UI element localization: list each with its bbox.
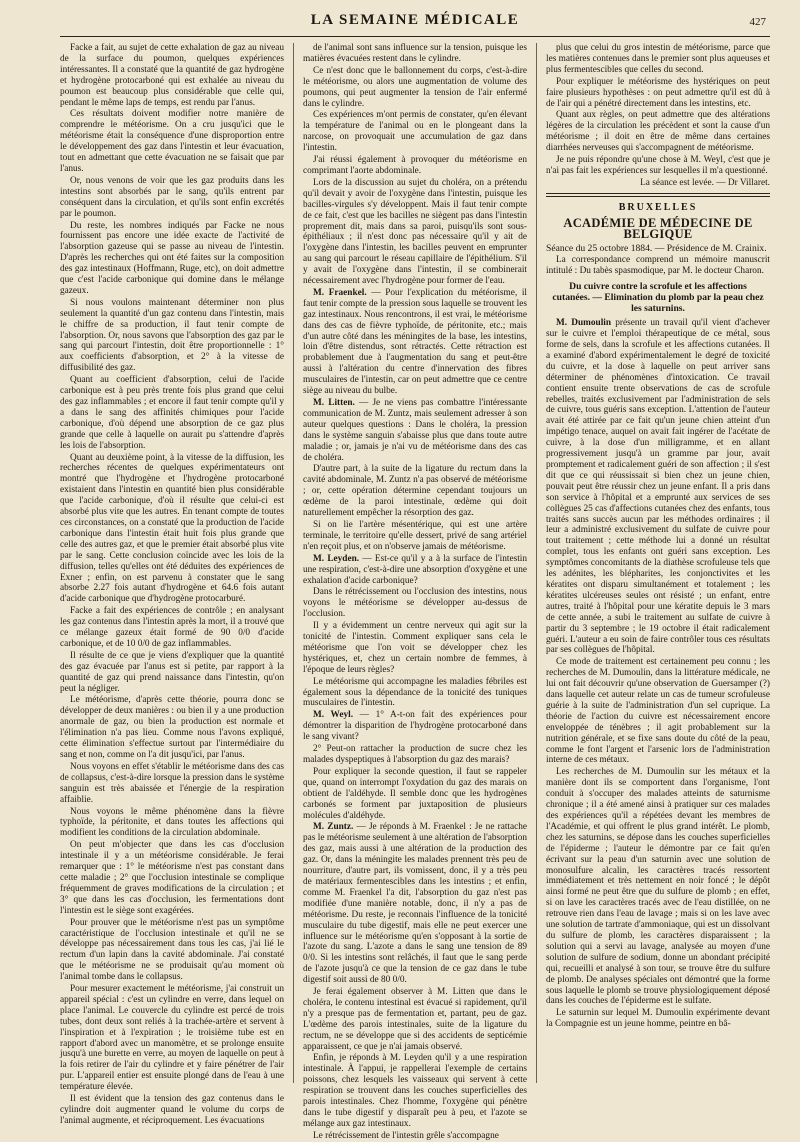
paragraph: Nous voyons en effet s'établir le météorisme dans des cas de collapsus, c'est-à-dire lorsque la pression dans le système sanguin est très abaissée et l'énergie de la respiration affaiblie. bbox=[60, 761, 284, 805]
paragraph-text: — 1° A-t-on fait des expériences pour démontrer la disparition de l'hydrogène protocarboné dans le sang vivant? bbox=[303, 710, 528, 743]
paragraph: Si nous voulons maintenant déterminer non plus seulement la quantité d'un gaz contenu dans l'intestin, mais le chiffre de sa production, il faut tenir compte de l'absorption. Or, nous savons que l'absorption des gaz par le sang qui parcourt l'intestin, doit être proportionnelle : 1° aux coefficients d'absorption, et 2° à la vitesse de diffusibilité des gaz. bbox=[60, 297, 284, 374]
paragraph: Ces résultats doivent modifier notre manière de comprendre le météorisme. On a cru jusqu'ici que le météorisme était la conséquence d'une disproportion entre le développement des gaz dans l'intestin et leur évacuation, tout en admettant que cette évacuation ne se faisait que par l'anus. bbox=[60, 109, 284, 174]
column-3 bbox=[546, 43, 770, 1083]
paragraph-text: Je ferai également observer à M. Litten que dans le choléra, le contenu intestinal est évacué si rapidement, qu'il n'y a presque pas de fermentation et, partant, peu de gaz. L'œdème des parois intestinales, suite de la ligature du rectum, ne se développe que si des accidents de septicémie apparaissent, ce que je n'ai jamais observé. bbox=[303, 987, 527, 1052]
journal-title: LA SEMAINE MÉDICALE bbox=[310, 12, 520, 28]
subject-heading: Du cuivre contre la scrofule et les affections cutanées. — Elimination du plomb par la peau chez les saturnins. bbox=[552, 281, 764, 315]
column-divider bbox=[293, 43, 294, 1083]
paragraph bbox=[303, 987, 527, 1052]
paragraph: Or, nous venons de voir que les gaz produits dans les intestins sont absorbés par le sang, qu'ils entrent par conséquent dans la circulation, et qu'ils sont enfin excrétés par le poumon. bbox=[60, 175, 284, 219]
speaker-name: M. Fraenkel. bbox=[313, 287, 367, 298]
discussion-conclusion bbox=[546, 43, 770, 177]
column-2 bbox=[303, 43, 528, 1141]
speaker-name: M. Dumoulin bbox=[556, 318, 612, 329]
paragraph-text: Les recherches de M. Dumoulin sur les métaux et la manière dont ils se comportent dans l'organisme, l'ont conduit à s'occuper des malades atteints de saturnisme chronique ; il a été amené ainsi à pratiquer sur ces malades des expériences qu'il a répétées devant les membres de l'Académie, et qui offrent le plus grand intérêt. Le plomb, chez les saturnins, se dépose dans les couches superficielles de l'épiderme ; l'auteur le démontre par ce fait qu'en écrivant sur la peau d'un saturnin avec une solution de monosulfure alcalin, les caractères tracés ressortent immédiatement et très nettement en noir foncé ; le dépôt ainsi formé ne peut être que du sulfure de plomb ; en effet, si on lave les caractères tracés avec de l'eau distillée, on ne retrouve rien dans l'eau de lavage ; mais si on les lave avec une solution de tartrate d'ammoniaque, qui est un dissolvant du sulfure de plomb, les caractères disparaissent ; la solution qui a servi au lavage, analysée au moyen d'une solution de sulfure de sodium, donne un abondant précipité qui, recueilli et analysé à son tour, se trouve être du sulfure de plomb. De analyses spéciales ont démontré que la forme sous laquelle le plomb se trouve physiologiquement déposé dans les couches de l'épiderme est le sulfate. bbox=[546, 767, 770, 1007]
paragraph bbox=[546, 767, 770, 1007]
paragraph: J'ai réussi également à provoquer du météorisme en comprimant l'aorte abdominale. bbox=[303, 155, 527, 176]
paragraph: Facke a fait, au sujet de cette exhalation de gaz au niveau de la surface du poumon, quelques expériences intéressantes. Il a constaté que la quantité de gaz hydrogène et hydrogène protocarboné qui est exhalée au niveau du poumon est beaucoup plus considérable que celle qui, pendant le même laps de temps, est rendu par l'anus. bbox=[60, 43, 284, 108]
paragraph bbox=[303, 767, 527, 822]
article-columns bbox=[60, 43, 770, 1141]
running-header bbox=[60, 8, 770, 37]
correspondence-paragraph: La correspondance comprend un mémoire manuscrit intitulé : Du tabès spasmodique, par M. le docteur Charon. bbox=[546, 255, 770, 277]
paragraph: On peut m'objecter que dans les cas d'occlusion intestinale il y a un météorisme considérable. Je ferai remarquer que : 1° le météorisme n'est pas constant dans cette maladie ; 2° que l'occlusion intestinale se complique fréquemment de graves modifications de la circulation ; et 3° que dans les cas d'occlusion, les fermentations dont l'intestin est le siège sont exagérées. bbox=[60, 840, 284, 916]
paragraph bbox=[303, 398, 527, 463]
paragraph-text: Ce mode de traitement est certainement peu connu ; les recherches de M. Dumoulin, dans la littérature médicale, ne lui ont fait découvrir qu'une observation de Guersamper (?) dans laquelle cet auteur relate un cas de tumeur scrofuleuse guérie à la suite de l'administration d'un sel cuprique. La théorie de l'action du cuivre est nécessairement encore enveloppée de ténèbres ; il agit probablement sur la nutrition générale, et se fixe sans doute du côté de la peau, comme le font l'argent et l'arsenic lors de l'administration interne de ces métaux. bbox=[546, 657, 770, 766]
paragraph bbox=[303, 587, 527, 620]
paragraph-text: Le météorisme qui accompagne les maladies fébriles est également sous la dépendance de la tonicité des tuniques musculaires de l'intestin. bbox=[303, 676, 527, 709]
session-line: Séance du 25 octobre 1884. — Présidence de M. Crainix. bbox=[546, 242, 767, 254]
paragraph-text: — Pour l'explication du météorisme, il faut tenir compte de la pression sous laquelle se trouvent les gaz intestinaux. Nous rencontrons, il est vrai, le météorisme dans des cas de fièvre typhoïde, de péritonite, etc.; mais d'un autre côté dans les méningites de la base, les intestins, loin d'être distendus, sont rétractés. Cette rétraction est probablement due à l'augmentation du sang et peut-être aussi à l'altération du centre d'innervation des fibres musculaires de l'intestin, car on peut admettre que ce centre siège au niveau du bulbe. bbox=[303, 287, 527, 397]
paragraph bbox=[303, 822, 527, 986]
paragraph bbox=[303, 744, 527, 766]
paragraph-text: D'autre part, à la suite de la ligature du rectum dans la cavité abdominale, M. Zuntz n'a pas observé de météorisme ; or, cette opération détermine cependant toujours un œdème de la paroi intestinale, œdème qui doit naturellement empêcher la résorption des gaz. bbox=[303, 464, 527, 519]
paragraph: Du reste, les nombres indiqués par Facke ne nous fournissent pas encore une idée exacte de l'activité de l'absorption gazeuse qui se passe au niveau de l'intestin. D'après les recherches qui ont été faites sur la composition des gaz intestinaux (Hoffmann, Ruge, etc), on doit admettre que c'est l'acide carbonique qui domine dans le mélange gazeux. bbox=[60, 220, 284, 296]
paragraph bbox=[546, 318, 770, 656]
paragraph-text: Dans le rétrécissement ou l'occlusion des intestins, nous voyons le météorisme se développer au-dessus de l'occlusion. bbox=[303, 587, 527, 620]
paragraph: Le météorisme, d'après cette théorie, pourra donc se développer de deux manières : ou bien il y a une production anormale de gaz, ou bien la production est normale et l'élimination n'a pas lieu. Comme nous l'avons expliqué, cette élimination s'effectue surtout par l'intermédiaire du sang et non, comme on l'a dit jusqu'ici, par l'anus. bbox=[60, 695, 284, 760]
city-heading: BRUXELLES bbox=[618, 201, 698, 213]
paragraph-text: — Est-ce qu'il y a à la surface de l'intestin une respiration, c'est-à-dire une absorption d'oxygène et une exhalation d'acide carbonique? bbox=[303, 553, 528, 586]
paragraph: Nous voyons le même phénomène dans la fièvre typhoïde, la péritonite, et dans toutes les affections qui modifient les conditions de la circulation abdominale. bbox=[60, 806, 284, 839]
paragraph-text: Le saturnin sur lequel M. Dumoulin expérimente devant la Compagnie est un jeune homme, peintre en bâ- bbox=[546, 1008, 770, 1030]
speaker-name: M. Litten. bbox=[313, 398, 355, 408]
paragraph bbox=[303, 288, 527, 397]
paragraph bbox=[546, 1008, 770, 1030]
column-1 bbox=[60, 43, 284, 1126]
paragraph: Je ne puis répondre qu'une chose à M. Weyl, c'est que je n'ai pas fait les expériences sur lesquelles il m'a questionné. bbox=[546, 155, 770, 176]
paragraph: Quant aux règles, on peut admettre que des altérations légères de la circulation les précèdent et sont la cause d'un météorisme ; il doit en être de même dans certaines diarrhées nerveuses qui s'accompagnent de météorisme. bbox=[546, 110, 770, 154]
paragraph-text: Le rétrécissement de l'intestin grêle s'accompagne bbox=[313, 1130, 499, 1141]
paragraph bbox=[546, 657, 770, 766]
section-divider bbox=[546, 193, 770, 197]
paragraph bbox=[303, 554, 527, 587]
paragraph bbox=[303, 520, 527, 553]
paragraph bbox=[303, 677, 527, 710]
speaker-name: M. Zuntz. bbox=[313, 822, 354, 833]
speaker-name: M. Leyden. bbox=[313, 553, 360, 564]
paragraph: Il résulte de ce que je viens d'expliquer que la quantité des gaz évacuée par l'anus est si petite, par rapport à la quantité de gaz qui prend naissance dans l'intestin, qu'on peut la négliger. bbox=[60, 650, 284, 694]
paragraph-text: — Je ne viens pas combattre l'intéressante communication de M. Zuntz, mais seulement adresser à son auteur quelques questions : Dans le choléra, la pression dans le système sanguin s'abaisse plus que dans toute autre maladie ; or, jamais je n'ai vu de météorisme dans des cas de choléra. bbox=[303, 398, 527, 463]
paragraph: Ces expériences m'ont permis de constater, qu'en élevant la température de l'animal ou en le plongeant dans la narcose, on provoquait une accumulation de gaz dans l'intestin. bbox=[303, 110, 527, 154]
paragraph: Quant au deuxième point, à la vitesse de la diffusion, les recherches récentes de quelques expérimentateurs ont montré que l'hydrogène et l'hydrogène protocarboné existaient dans l'intestin en quantité bien plus considérable que l'acide carbonique, d'où il résulte que celui-ci est absorbé plus vite que les autres. En tenant compte de toutes ces circonstances, on a constaté que la production de l'acide carbonique dans l'intestin était huit fois plus grande que celle des autres gaz, et que le premier était absorbé plus vite par le sang. Cette conclusion coïncide avec les lois de la diffusion, telles qu'elles ont été déduites des expériences de Exner ; enfin, on est parvenu à constater que le sang absorbe 2.27 fois autant d'hydrogène et 64.6 fois autant d'acide carbonique que d'hydrogène protocarburé. bbox=[60, 452, 284, 605]
academy-title: ACADÉMIE DE MÉDECINE DE BELGIQUE bbox=[563, 215, 753, 241]
paragraph bbox=[303, 464, 527, 519]
paragraph: Pour mesurer exactement le météorisme, j'ai construit un appareil spécial : c'est un cylindre en verre, dans lequel on place l'animal. Le couvercle du cylindre est percé de trois tubes, dont deux sont reliés à la trachée-artère et servent à l'inspiration et à l'expiration ; le troisième tube est en rapport d'abord avec un manomètre, et se prolonge ensuite jusqu'à une burette en verre, au moyen de laquelle on peut à la fois retirer de l'air du cylindre et y faire pénétrer de l'air pur. L'appareil entier est ensuite plongé dans de l'eau à une température élevée. bbox=[60, 984, 284, 1093]
page-number: 427 bbox=[749, 16, 766, 28]
paragraph-text: Il y a évidemment un centre nerveux qui agit sur la tonicité de l'intestin. Comment expliquer sans cela le météorisme que l'on voit se développer chez les hystériques, et, chez un certain nombre de femmes, à l'époque de leurs règles? bbox=[303, 621, 527, 675]
paragraph-text: présente un travail qu'il vient d'achever sur le cuivre et l'emploi thérapeutique de ce métal, sous forme de sels, dans la scrofule et les affections cutanées. Il a examiné d'abord expérimentalement le degré de toxicité du cuivre, et la dose à laquelle on peut arriver sans déterminer de phénomènes d'intoxication. Ce travail contient ensuite trente observations de cas de scrofule rebelles, traités exclusivement par l'administration de sels de cuivre, tous guéris sans exception. L'attention de l'auteur avait été attirée par ce fait qu'un jeune chien atteint d'un impétigo tenace, auquel on avait fait ingérer de l'acétate de cuivre, à la dose d'un milligramme, et en allant progressivement jusqu'à un gramme par jour, avait promptement et radicalement guéri de son affection ; il s'est dit que ce qui réussissait si bien chez un jeune chien, pouvait peut être réussir chez un jeune enfant. Il a pris dans son service à l'hôpital et a emprunté aux services de ses collègues 25 cas d'affections cutanées chez des enfants, tous traités sans succès aucun par les méthodes ordinaires ; il leur a administré exclusivement du sulfate de cuivre pour tout traitement ; cette méthode lui a donné un résultat complet, tous les enfants ont guéri sans exception. Les symptômes concomitants de la diathèse scrofuleuse tels que les adénites, les blépharites, les conjonctivites et les kératites ont disparu simultanément et totalement ; les kératites ulcéreuses seules ont résisté ; un enfant, entre autres, traité à l'hôpital pour une kératite depuis le 3 mars de cette année, a subi le traitement au sulfate de cuivre à partir du 3 septembre ; le 19 octobre il était radicalement guéri. L'auteur a eu soin de faire contrôler tous ces résultats par ses collègues de l'hôpital. bbox=[546, 318, 770, 656]
paragraph-text: Pour expliquer la seconde question, il faut se rappeler que, quand on interrompt l'oxydation du gaz des marais on obtient de l'aldéhyde. Il semble donc que les hydrogènes carbonés se forment par juxtaposition de plusieurs molécules d'aldéhyde. bbox=[303, 766, 527, 821]
paragraph-text: — Je réponds à M. Fraenkel : Je ne rattache pas le météorisme seulement à une altération de l'absorption des gaz, mais aussi à une altération de la production des gaz. Or, dans la méningite les malades prennent très peu de nourriture, d'autre part, ils vomissent, donc, il y a très peu de matériaux fermentescibles dans les intestins ; et enfin, comme M. Fraenkel l'a dit, l'absorption du gaz n'est pas modifiée d'une manière notable, donc, il n'y a pas de météorisme. Du reste, je reconnais l'influence de la tonicité musculaire du tube digestif, mais elle ne peut exercer une influence sur le météorisme qu'en s'opposant à la sortie de l'azote du sang. L'azote a dans le sang une tension de 89 0/0. Si les intestins sont relâchés, il faut que le sang perde de l'azote jusqu'à ce que la tension de ce gaz dans le tube digestif soit aussi de 80 0/0. bbox=[303, 822, 528, 986]
paragraph: Quant au coefficient d'absorption, celui de l'acide carbonique est à peu près trente fois plus grand que celui des gaz inflammables ; et encore il faut tenir compte qu'il y a dans le sang des affinités chimiques pour l'acide carbonique, d'où dépend une absorption de ce gaz plus grande que celle à laquelle on aurait pu s'attendre d'après les lois de l'absorption. bbox=[60, 375, 284, 451]
paragraph: Pour expliquer le météorisme des hystériques on peut faire plusieurs hypothèses : on peut admettre qu'il est dû à de l'air qui a pénétré directement dans les intestins, etc. bbox=[546, 76, 770, 109]
paragraph-text: Si on lie l'artère mésentérique, qui est une artère terminale, le territoire qu'elle dessert, privé de sang artériel n'en reçoit plus, et on n'observe jamais de météorisme. bbox=[303, 519, 527, 552]
session-closing-signature: La séance est levée. — Dr Villaret. bbox=[640, 177, 770, 188]
paragraph: Facke a fait des expériences de contrôle ; en analysant les gaz contenus dans l'intestin après la mort, il a trouvé que ce mélange gazeux était formé de 90 0/0 d'acide carbonique, et de 10 0/0 de gaz inflammables. bbox=[60, 606, 284, 649]
paragraph: Lors de la discussion au sujet du choléra, on a prétendu qu'il devait y avoir de l'oxygène dans l'intestin, puisque les bacilles-virgules s'y développent. Mais il faut tenir compte de ce fait, c'est que les bacilles ne siègent pas dans l'intestin proprement dit, mais dans sa paroi, puisqu'ils sont sous-épithéliaux ; il n'est donc pas nécessaire qu'il y ait de l'oxygène dans l'intestin, les bacilles peuvent en emprunter au sang qui parcourt le réseau capillaire de l'épithélium. S'il y avait de l'oxygène dans l'intestin, il se combinerait nécessairement avec l'hydrogène pour former de l'eau. bbox=[303, 177, 527, 287]
paragraph: Il est évident que la tension des gaz contenus dans le cylindre doit augmenter quand le volume du corps de l'animal augmente, et réciproquement. Les évacuations bbox=[60, 1094, 284, 1126]
paragraph: Ce n'est donc que le ballonnement du corps, c'est-à-dire le météorisme, ou alors une augmentation de volume des poumons, qui peut augmenter la tension de l'air enfermé dans le cylindre. bbox=[303, 65, 527, 109]
speaker-name: M. Weyl. bbox=[313, 710, 354, 721]
paragraph bbox=[303, 710, 527, 743]
paragraph: plus que celui du gros intestin de météorisme, parce que les matières contenues dans le premier sont plus aqueuses et plus fermentescibles que celles du second. bbox=[546, 43, 770, 75]
paragraph: de l'animal sont sans influence sur la tension, puisque les matières évacuées restent dans le cylindre. bbox=[303, 43, 527, 64]
dumoulin-report bbox=[546, 318, 770, 1030]
paragraph bbox=[303, 621, 527, 676]
column-divider bbox=[536, 43, 537, 1083]
paragraph-text: 2° Peut-on rattacher la production de sucre chez les malades dyspeptiques à l'absorption du gaz des marais? bbox=[303, 744, 527, 765]
paragraph bbox=[303, 1053, 527, 1129]
paragraph: Pour prouver que le météorisme n'est pas un symptôme caractéristique de l'occlusion intestinale et qu'il ne se développe pas nécessairement dans tous les cas, j'ai lié le rectum d'un lapin dans la cavité abdominale. J'ai constaté que le météorisme ne se produisait qu'au moment où l'animal tombe dans le collapsus. bbox=[60, 917, 284, 983]
paragraph-text: Enfin, je réponds à M. Leyden qu'il y a une respiration intestinale. À l'appui, je rappellerai l'exemple de certains poissons, chez lesquels les vaisseaux qui servent à cette respiration se trouvent dans les couches superficielles des parois intestinales. Chez l'homme, l'oxygène qui pénètre dans le tube digestif y disparaît peu à peu, et l'azote se mélange aux gaz intestinaux. bbox=[303, 1053, 527, 1129]
paragraph bbox=[303, 1131, 527, 1142]
